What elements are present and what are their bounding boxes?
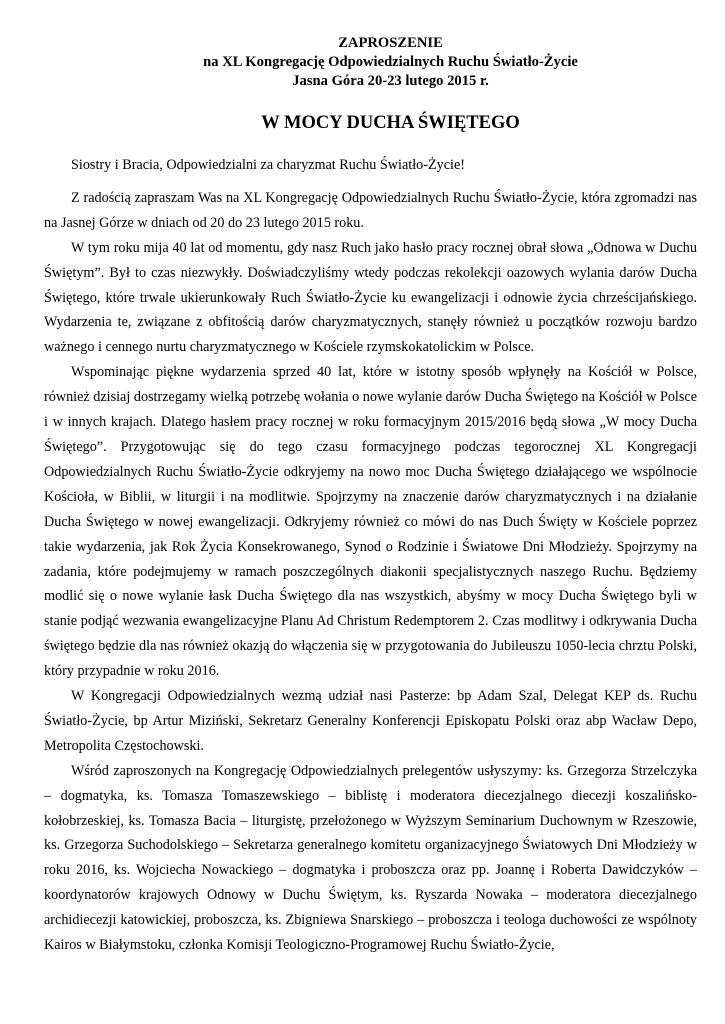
invitation-heading: ZAPROSZENIE xyxy=(338,35,443,51)
body-paragraph-anniversary: W tym roku mija 40 lat od momentu, gdy nasz Ruch jako hasło pracy rocznej obrał słowa „Odnowa w Duchu Świętym”. Był to czas niezwykły. Doświadczyliśmy wtedy podczas rekolekcji oazowych wylania darów Ducha Świętego, które trwale ukierunkowały Ruch Światło-Życie ku ewangelizacji i odnowie życia chrześcijańskiego. Wydarzenia te, związane z obfitością darów charyzmatycznych, stanęły również u początków rozwoju bardzo ważnego i cennego nurtu charyzmatycznego w Kościele rzymskokatolickim w Polsce. xyxy=(44,239,697,356)
event-subtitle-line-2: Jasna Góra 20-23 lutego 2015 r. xyxy=(292,73,489,89)
document-main-title: W MOCY DUCHA ŚWIĘTEGO xyxy=(261,113,520,133)
body-paragraph-invitation: Z radością zapraszam Was na XL Kongregację Odpowiedzialnych Ruchu Światło-Życie, która zgromadzi nas na Jasnej Górze w dniach od 20 do 23 lutego 2015 roku. xyxy=(44,189,697,231)
letter-body xyxy=(44,153,697,958)
event-subtitle-line-1: na XL Kongregację Odpowiedzialnych Ruchu Światło-Życie xyxy=(203,54,578,70)
body-paragraph-theme: Wspominając piękne wydarzenia sprzed 40 lat, które w istotny sposób wpłynęły na Kościół w Polsce, również dzisiaj dostrzegamy wielką potrzebę wołania o nowe wylanie darów Ducha Świętego na Kościół w Polsce i w innych krajach. Dlatego hasłem pracy rocznej w roku formacyjnym 2015/2016 będą słowa „W mocy Ducha Świętego”. Przygotowując się do tego czasu formacyjnego podczas tegorocznej XL Kongregacji Odpowiedzialnych Ruchu Światło-Życie odkryjemy na nowo moc Ducha Świętego działającego we wspólnocie Kościoła, w Biblii, w liturgii i na modlitwie. Spojrzymy na znaczenie darów charyzmatycznych i na działanie Ducha Świętego w nowej ewangelizacji. Odkryjemy również co mówi do nas Duch Święty w Kościele poprzez takie wydarzenia, jak Rok Życia Konsekrowanego, Synod o Rodzinie i Światowe Dni Młodzieży. Spojrzymy na zadania, które podejmujemy w ramach poszczególnych diakonii specjalistycznych naszego Ruchu. Będziemy modlić się o nowe wylanie łask Ducha Świętego dla nas wszystkich, abyśmy w mocy Ducha Świętego byli w stanie podjąć wezwania ewangelizacyjne Planu Ad Christum Redemptorem 2. Czas modlitwy i odkrywania Ducha świętego będzie dla nas również okazją do włączenia się w przygotowania do Jubileuszu 1050-lecia chrztu Polski, który przypadnie w roku 2016. xyxy=(44,364,697,680)
body-paragraph-speakers: Wśród zaproszonych na Kongregację Odpowiedzialnych prelegentów usłyszymy: ks. Grzegorza Strzelczyka – dogmatyka, ks. Tomasza Tomaszewskiego – biblistę i moderatora diecezjalnego diecezji koszalińsko-kołobrzeskiej, ks. Tomasza Bacia – liturgistę, przełożonego w Wyższym Seminarium Duchownym w Rzeszowie, ks. Grzegorza Suchodolskiego – Sekretarza generalnego komitetu organizacyjnego Światowych Dni Młodzieży w roku 2016, ks. Wojciecha Nowackiego – dogmatyka i proboszcza oraz pp. Joannę i Roberta Dawidczyków –koordynatorów krajowych Odnowy w Duchu Świętym, ks. Ryszarda Nowaka – moderatora diecezjalnego archidiecezji katowickiej, proboszcza, ks. Zbigniewa Snarskiego – proboszcza i teologa duchowości ze wspólnoty Kairos w Białymstoku, członka Komisji Teologiczno-Programowej Ruchu Światło-Życie, xyxy=(44,762,697,954)
body-paragraph-pastors: W Kongregacji Odpowiedzialnych wezmą udział nasi Pasterze: bp Adam Szal, Delegat KEP ds. Ruchu Światło-Życie, bp Artur Miziński, Sekretarz Generalny Konferencji Episkopatu Polski oraz abp Wacław Depo, Metropolita Częstochowski. xyxy=(44,688,697,754)
salutation-paragraph: Siostry i Bracia, Odpowiedzialni za charyzmat Ruchu Światło-Życie! xyxy=(71,157,465,173)
